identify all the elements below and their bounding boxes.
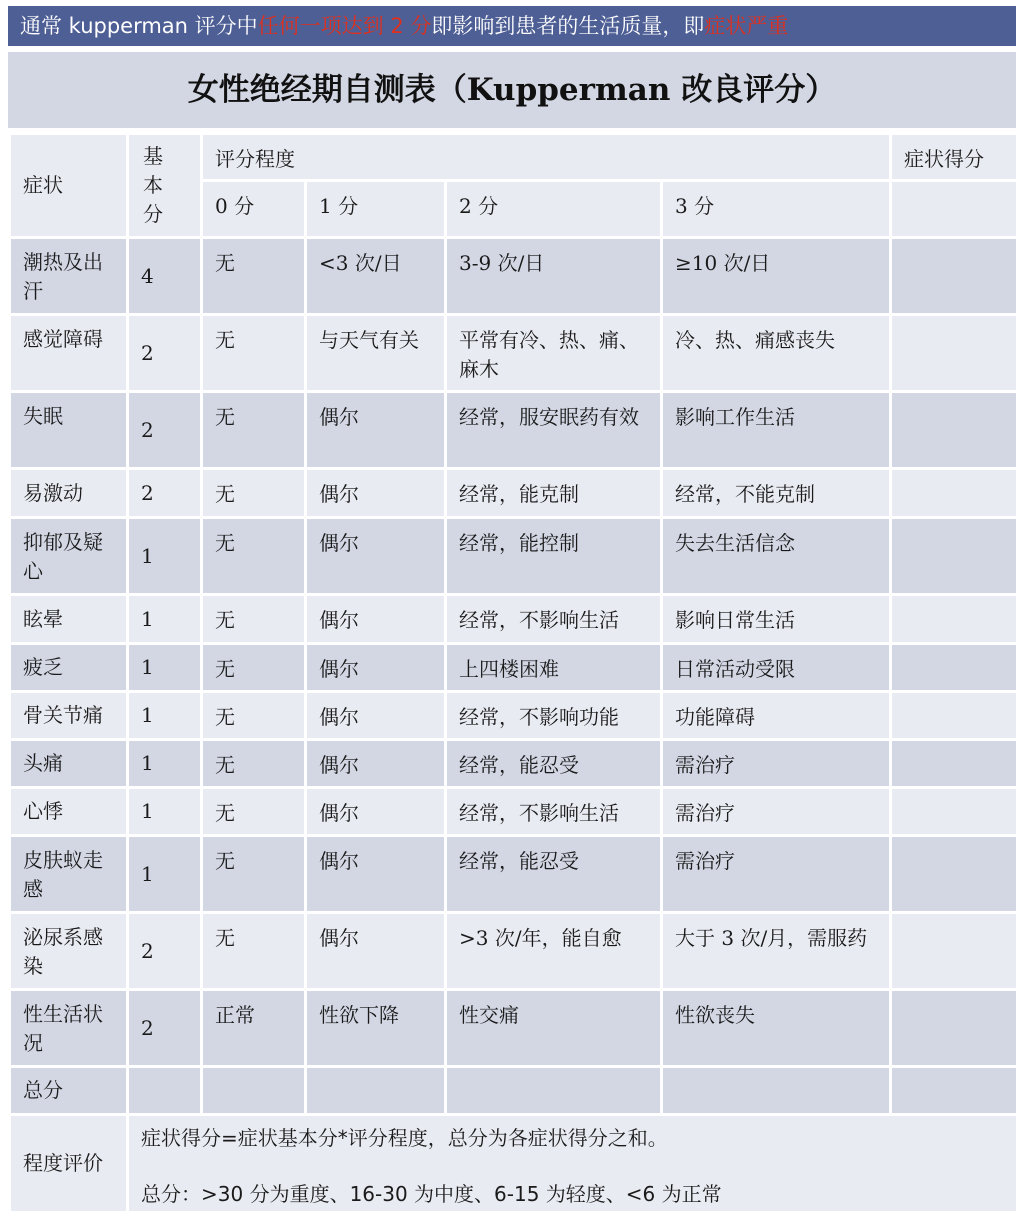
base-score-cell: 1 [128, 518, 202, 595]
symptom-score-cell [891, 315, 1018, 392]
symptom-score-cell [891, 692, 1018, 740]
score-3-cell: 日常活动受限 [662, 644, 891, 692]
evaluation-row [10, 1115, 1018, 1213]
score-2-cell: 经常，不影响生活 [446, 788, 662, 836]
score-3-cell: 失去生活信念 [662, 518, 891, 595]
score-3-cell: 功能障碍 [662, 692, 891, 740]
table-row [10, 788, 1018, 836]
score-0-cell: 无 [202, 644, 306, 692]
score-3-cell: 经常，不能克制 [662, 469, 891, 518]
total-empty-cell [446, 1067, 662, 1115]
score-0-cell: 无 [202, 692, 306, 740]
symptom-score-cell [891, 913, 1018, 990]
score-0-cell: 无 [202, 469, 306, 518]
symptom-cell: 潮热及出汗 [10, 238, 128, 315]
score-3-cell: 性欲丧失 [662, 990, 891, 1067]
base-score-cell: 2 [128, 315, 202, 392]
table-row [10, 913, 1018, 990]
score-3-cell: 需治疗 [662, 788, 891, 836]
score-0-cell: 无 [202, 788, 306, 836]
score-0-cell: 无 [202, 315, 306, 392]
symptom-score-cell [891, 518, 1018, 595]
score-2-cell: 平常有冷、热、痛、麻木 [446, 315, 662, 392]
score-1-cell: <3 次/日 [306, 238, 446, 315]
score-1-cell: 与天气有关 [306, 315, 446, 392]
symptom-score-cell [891, 644, 1018, 692]
score-1-cell: 偶尔 [306, 836, 446, 913]
score-2-cell: 经常，不影响生活 [446, 595, 662, 644]
evaluation-formula: 症状得分=症状基本分*评分程度，总分为各症状得分之和。 [141, 1126, 668, 1150]
score-3-cell: 需治疗 [662, 740, 891, 788]
base-score-cell: 1 [128, 836, 202, 913]
score-1-cell: 性欲下降 [306, 990, 446, 1067]
total-empty-cell [662, 1067, 891, 1115]
base-score-cell: 2 [128, 990, 202, 1067]
evaluation-label: 程度评价 [10, 1115, 128, 1213]
symptom-cell: 抑郁及疑心 [10, 518, 128, 595]
symptom-score-cell [891, 740, 1018, 788]
score-1-cell: 偶尔 [306, 740, 446, 788]
base-score-cell: 1 [128, 595, 202, 644]
symptom-cell: 泌尿系感染 [10, 913, 128, 990]
table-row [10, 692, 1018, 740]
score-1-cell: 偶尔 [306, 644, 446, 692]
score-2-cell: 经常，能克制 [446, 469, 662, 518]
score-2-cell: 上四楼困难 [446, 644, 662, 692]
header-level-score-empty [891, 181, 1018, 238]
header-row-1 [10, 134, 1018, 181]
score-0-cell: 无 [202, 518, 306, 595]
symptom-score-cell [891, 788, 1018, 836]
header-level-0: 0 分 [202, 181, 306, 238]
symptom-cell: 皮肤蚁走感 [10, 836, 128, 913]
score-0-cell: 无 [202, 836, 306, 913]
score-2-cell: 经常，服安眠药有效 [446, 392, 662, 469]
header-symptom-score: 症状得分 [891, 134, 1018, 181]
header-level-1: 1 分 [306, 181, 446, 238]
table-row [10, 595, 1018, 644]
table-row [10, 836, 1018, 913]
table-row [10, 238, 1018, 315]
score-2-cell: >3 次/年，能自愈 [446, 913, 662, 990]
score-2-cell: 3-9 次/日 [446, 238, 662, 315]
score-2-cell: 经常，能控制 [446, 518, 662, 595]
symptom-cell: 眩晕 [10, 595, 128, 644]
symptom-cell: 骨关节痛 [10, 692, 128, 740]
score-2-cell: 经常，能忍受 [446, 740, 662, 788]
total-label: 总分 [10, 1067, 128, 1115]
score-2-cell: 经常，不影响功能 [446, 692, 662, 740]
total-empty-cell [202, 1067, 306, 1115]
score-3-cell: 冷、热、痛感丧失 [662, 315, 891, 392]
score-3-cell: 影响工作生活 [662, 392, 891, 469]
score-0-cell: 无 [202, 595, 306, 644]
score-3-cell: 影响日常生活 [662, 595, 891, 644]
score-1-cell: 偶尔 [306, 913, 446, 990]
symptom-score-cell [891, 469, 1018, 518]
header-level-3: 3 分 [662, 181, 891, 238]
total-empty-cell [891, 1067, 1018, 1115]
total-empty-cell [128, 1067, 202, 1115]
top-banner [8, 6, 1016, 46]
evaluation-criteria: 总分：>30 分为重度、16-30 为中度、6-15 为轻度、<6 为正常 [141, 1182, 722, 1206]
symptom-cell: 易激动 [10, 469, 128, 518]
symptom-cell: 头痛 [10, 740, 128, 788]
score-0-cell: 无 [202, 913, 306, 990]
score-0-cell: 无 [202, 238, 306, 315]
header-base-score: 基本分 [128, 134, 202, 238]
banner-text-1: 通常 kupperman 评分中 [20, 14, 258, 38]
page-title: 女性绝经期自测表（Kupperman 改良评分） [8, 52, 1016, 128]
base-score-cell: 2 [128, 913, 202, 990]
symptom-cell: 感觉障碍 [10, 315, 128, 392]
header-level-2: 2 分 [446, 181, 662, 238]
score-1-cell: 偶尔 [306, 392, 446, 469]
symptom-score-cell [891, 990, 1018, 1067]
table-row [10, 392, 1018, 469]
base-score-cell: 2 [128, 392, 202, 469]
header-symptom: 症状 [10, 134, 128, 238]
score-3-cell: ≥10 次/日 [662, 238, 891, 315]
table-row [10, 518, 1018, 595]
table-row [10, 644, 1018, 692]
score-2-cell: 性交痛 [446, 990, 662, 1067]
score-0-cell: 无 [202, 740, 306, 788]
kupperman-table [8, 132, 1019, 1214]
score-1-cell: 偶尔 [306, 692, 446, 740]
header-degree: 评分程度 [202, 134, 891, 181]
total-row [10, 1067, 1018, 1115]
score-2-cell: 经常，能忍受 [446, 836, 662, 913]
score-3-cell: 大于 3 次/月，需服药 [662, 913, 891, 990]
base-score-cell: 4 [128, 238, 202, 315]
base-score-cell: 2 [128, 469, 202, 518]
symptom-cell: 疲乏 [10, 644, 128, 692]
table-row [10, 469, 1018, 518]
symptom-cell: 性生活状况 [10, 990, 128, 1067]
symptom-score-cell [891, 836, 1018, 913]
banner-highlight-2: 症状严重 [704, 14, 789, 38]
banner-highlight-1: 任何一项达到 2 分 [257, 14, 432, 38]
symptom-score-cell [891, 595, 1018, 644]
score-1-cell: 偶尔 [306, 518, 446, 595]
table-row [10, 315, 1018, 392]
score-0-cell: 正常 [202, 990, 306, 1067]
base-score-cell: 1 [128, 788, 202, 836]
score-1-cell: 偶尔 [306, 595, 446, 644]
score-3-cell: 需治疗 [662, 836, 891, 913]
total-empty-cell [306, 1067, 446, 1115]
evaluation-content [128, 1115, 1018, 1213]
base-score-cell: 1 [128, 692, 202, 740]
banner-text-2: 即影响到患者的生活质量，即 [431, 14, 705, 38]
table-row [10, 740, 1018, 788]
table-row [10, 990, 1018, 1067]
score-1-cell: 偶尔 [306, 788, 446, 836]
symptom-cell: 失眠 [10, 392, 128, 469]
symptom-cell: 心悸 [10, 788, 128, 836]
base-score-cell: 1 [128, 740, 202, 788]
score-0-cell: 无 [202, 392, 306, 469]
score-1-cell: 偶尔 [306, 469, 446, 518]
base-score-cell: 1 [128, 644, 202, 692]
symptom-score-cell [891, 238, 1018, 315]
symptom-score-cell [891, 392, 1018, 469]
